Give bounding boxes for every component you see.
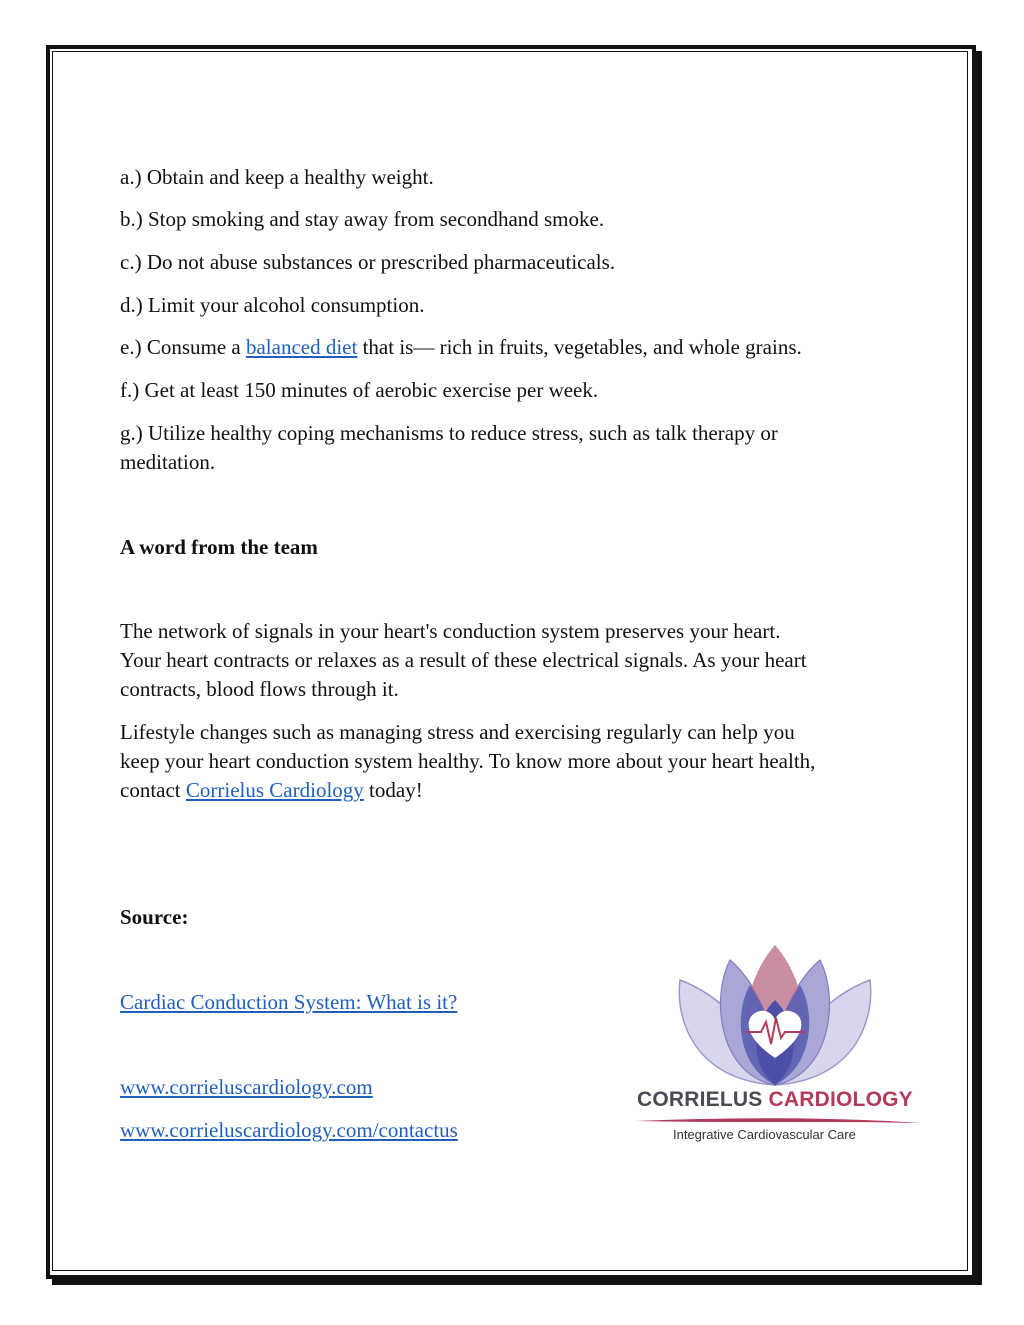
- logo-wordmark-part2: CARDIOLOGY: [768, 1088, 913, 1111]
- paragraph-2-text-before: contact: [120, 778, 186, 802]
- source-heading: Source:: [120, 905, 189, 929]
- logo-wordmark-part1: CORRIELUS: [637, 1088, 763, 1111]
- list-item-a: a.) Obtain and keep a healthy weight.: [120, 165, 434, 189]
- paragraph-2-text-after: today!: [363, 778, 423, 802]
- list-item-c: c.) Do not abuse substances or prescribed pharmaceuticals.: [120, 250, 616, 274]
- paragraph-2-line1: Lifestyle changes such as managing stress and exercising regularly can help you: [120, 720, 795, 744]
- logo-tagline: Integrative Cardiovascular Care: [673, 1127, 856, 1142]
- paragraph-2-line2: keep your heart conduction system healthy. To know more about your heart health,: [120, 749, 816, 773]
- paragraph-1-line1: The network of signals in your heart's conduction system preserves your heart.: [120, 619, 781, 643]
- paragraph-2-line3: [120, 776, 910, 805]
- list-item-g-line1: g.) Utilize healthy coping mechanisms to reduce stress, such as talk therapy or: [120, 421, 778, 445]
- lotus-heart-icon: [625, 940, 925, 1090]
- list-item-f: f.) Get at least 150 minutes of aerobic exercise per week.: [120, 378, 599, 402]
- list-item-e-text-after: that is— rich in fruits, vegetables, and whole grains.: [357, 335, 802, 359]
- list-item-e: [120, 333, 910, 362]
- contact-page-link[interactable]: www.corrieluscardiology.com/contactus: [120, 1118, 458, 1142]
- logo-wordmark: [637, 1088, 927, 1112]
- section-heading: A word from the team: [120, 535, 318, 559]
- website-link[interactable]: www.corrieluscardiology.com: [120, 1075, 373, 1099]
- list-item-b: b.) Stop smoking and stay away from secondhand smoke.: [120, 207, 605, 231]
- list-item-d: d.) Limit your alcohol consumption.: [120, 293, 425, 317]
- cardiac-conduction-article-link[interactable]: Cardiac Conduction System: What is it?: [120, 990, 458, 1014]
- paragraph-1-line3: contracts, blood flows through it.: [120, 677, 399, 701]
- paragraph-1-line2: Your heart contracts or relaxes as a result of these electrical signals. As your heart: [120, 648, 807, 672]
- corrielus-cardiology-logo: [625, 940, 925, 1150]
- list-item-g-line2: meditation.: [120, 450, 216, 474]
- balanced-diet-link[interactable]: balanced diet: [245, 335, 358, 359]
- corrielus-cardiology-link[interactable]: Corrielus Cardiology: [185, 778, 364, 802]
- list-item-e-text-before: e.) Consume a: [120, 335, 246, 359]
